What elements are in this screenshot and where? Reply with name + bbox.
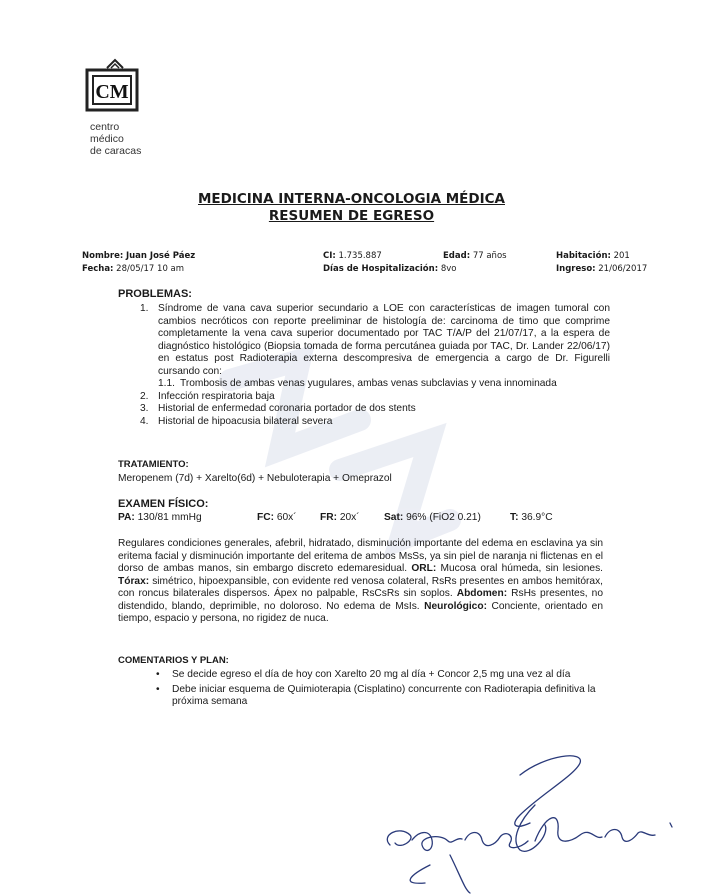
pa-value: 130/81 mmHg bbox=[137, 512, 202, 523]
list-item-text: Trombosis de ambas venas yugulares, ambas venas subclavias y vena innominada bbox=[180, 378, 557, 389]
list-item bbox=[140, 303, 610, 378]
examen-header: EXAMEN FÍSICO: bbox=[118, 498, 209, 510]
list-item-text: Historial de hipoacusia bilateral severa bbox=[158, 415, 333, 427]
list-number: 2. bbox=[140, 390, 149, 402]
document-title: MEDICINA INTERNA-ONCOLOGIA MÉDICA bbox=[197, 191, 505, 207]
list-item-text: Debe iniciar esquema de Quimioterapia (Cisplatino) concurrente con Radioterapia definitiva la próxima semana bbox=[172, 683, 596, 707]
list-item bbox=[140, 391, 610, 404]
fc-vital bbox=[257, 512, 297, 525]
nombre-label: Nombre: bbox=[82, 251, 124, 261]
sub-list-item bbox=[158, 378, 610, 391]
patient-name: Juan José Páez bbox=[125, 251, 196, 261]
habitacion-label: Habitación: bbox=[556, 251, 611, 261]
list-item bbox=[140, 403, 610, 416]
problemas-header: PROBLEMAS: bbox=[118, 288, 192, 300]
document-subtitle: RESUMEN DE EGRESO bbox=[268, 208, 435, 224]
logo-letters: CM bbox=[95, 81, 129, 103]
logo-wordmark bbox=[90, 121, 141, 157]
abdomen-label: Abdomen: bbox=[456, 588, 508, 599]
list-item bbox=[150, 684, 605, 709]
cmc-logo bbox=[85, 58, 145, 126]
ci-row bbox=[323, 250, 382, 263]
dias-label: Días de Hospitalización: bbox=[323, 264, 439, 274]
general-findings: Regulares condiciones generales, afebril, hidratado, disminución importante del edema en esclavina ya sin eritema facial y disminución importante del eritema de ambos MsSs, ya sin piel de naranja ni flictenas en el dorso de ambas manos, sin embargo discreto edemaresidual. bbox=[118, 538, 603, 574]
examen-findings bbox=[118, 538, 603, 626]
t-value: 36.9°C bbox=[521, 512, 553, 523]
orl-label: ORL: bbox=[411, 563, 437, 574]
neuro-text: Conciente, orientado en tiempo, espacio y persona, no rigidez de nuca. bbox=[118, 600, 604, 624]
abdomen-text: RsHs presentes, no distendido, blando, deprimible, no doloroso. No edema de MsIs. bbox=[118, 588, 603, 612]
torax-label: Tórax: bbox=[118, 575, 150, 587]
list-item-text: Se decide egreso el día de hoy con Xarelto 20 mg al día + Concor 2,5 mg una vez al día bbox=[172, 669, 571, 680]
comentarios-list bbox=[150, 669, 605, 709]
vitals-row bbox=[0, 512, 703, 526]
pa-vital bbox=[118, 512, 202, 525]
ingreso-value: 21/06/2017 bbox=[598, 264, 648, 274]
comentarios-header: COMENTARIOS Y PLAN: bbox=[118, 655, 229, 666]
bullet-icon: • bbox=[156, 683, 160, 695]
tratamiento-header: TRATAMIENTO: bbox=[118, 459, 189, 470]
edad-label: Edad: bbox=[443, 251, 471, 261]
habitacion-value: 201 bbox=[613, 251, 630, 261]
fecha-label: Fecha: bbox=[82, 264, 114, 274]
temp-vital bbox=[510, 512, 553, 525]
list-item-text: Síndrome de vana cava superior secundario a LOE con características de imagen tumoral con cambios necróticos con reporte preeliminar de histología de: carcinoma de timo que comprime completamente la vena cava superior documentado por TAC T/A/P del 21/07/17, a la espera de diagnóstico histológico (Biopsia tomada de forma percutánea guiada por TAC, Dr. Lander 22/06/17) en estatus post Radioterapia externa descompresiva de emergencia a cargo de Dr. Figurelli cursando con: bbox=[158, 303, 610, 377]
fr-label: FR: bbox=[320, 512, 337, 523]
problemas-list bbox=[140, 303, 610, 428]
logo-line-2: médico bbox=[90, 133, 124, 145]
bullet-icon: • bbox=[156, 669, 160, 680]
ci-value: 1.735.887 bbox=[338, 251, 382, 261]
pa-label: PA: bbox=[118, 512, 135, 523]
sat-vital bbox=[384, 512, 481, 525]
list-number: 1.1. bbox=[158, 378, 175, 389]
sat-label: Sat: bbox=[384, 512, 404, 523]
date-row bbox=[82, 263, 184, 276]
ingreso-row bbox=[556, 263, 647, 276]
logo-line-1: centro bbox=[90, 121, 120, 133]
patient-name-row bbox=[82, 250, 195, 263]
habitacion-row bbox=[556, 250, 630, 263]
fr-value: 20x´ bbox=[339, 512, 360, 523]
orl-text: Mucosa oral húmeda, sin lesiones. bbox=[440, 563, 603, 574]
dias-row bbox=[323, 263, 456, 276]
fc-label: FC: bbox=[257, 512, 274, 523]
handwritten-signature bbox=[370, 745, 690, 895]
list-number: 1. bbox=[140, 303, 149, 314]
list-item-text: Historial de enfermedad coronaria portador de dos stents bbox=[158, 403, 416, 414]
tratamiento-text: Meropenem (7d) + Xarelto(6d) + Nebuloterapia + Omeprazol bbox=[118, 473, 392, 484]
t-label: T: bbox=[510, 512, 519, 523]
torax-text: simétrico, hipoexpansible, con evidente red venosa colateral, RsRs presentes en ambos hemitórax, con roncus bilaterales dispersos. Ápex no palpable, RsCsRs sin soplos. bbox=[118, 575, 603, 599]
fr-vital bbox=[320, 512, 360, 525]
logo-line-3: de caracas bbox=[90, 145, 142, 157]
fecha-value: 28/05/17 10 am bbox=[116, 264, 185, 274]
list-number: 4. bbox=[140, 415, 149, 427]
fc-value: 60x´ bbox=[276, 512, 297, 523]
ingreso-label: Ingreso: bbox=[556, 264, 596, 274]
list-item bbox=[140, 416, 610, 429]
list-item-text: Infección respiratoria baja bbox=[158, 390, 275, 402]
dias-value: 8vo bbox=[440, 264, 457, 274]
sat-value: 96% (FiO2 0.21) bbox=[406, 512, 481, 523]
neuro-label: Neurológico: bbox=[424, 600, 487, 612]
edad-row bbox=[443, 250, 507, 263]
list-number: 3. bbox=[140, 403, 149, 414]
list-item bbox=[150, 669, 605, 682]
ci-label: CI: bbox=[323, 251, 336, 261]
edad-value: 77 años bbox=[472, 251, 507, 261]
